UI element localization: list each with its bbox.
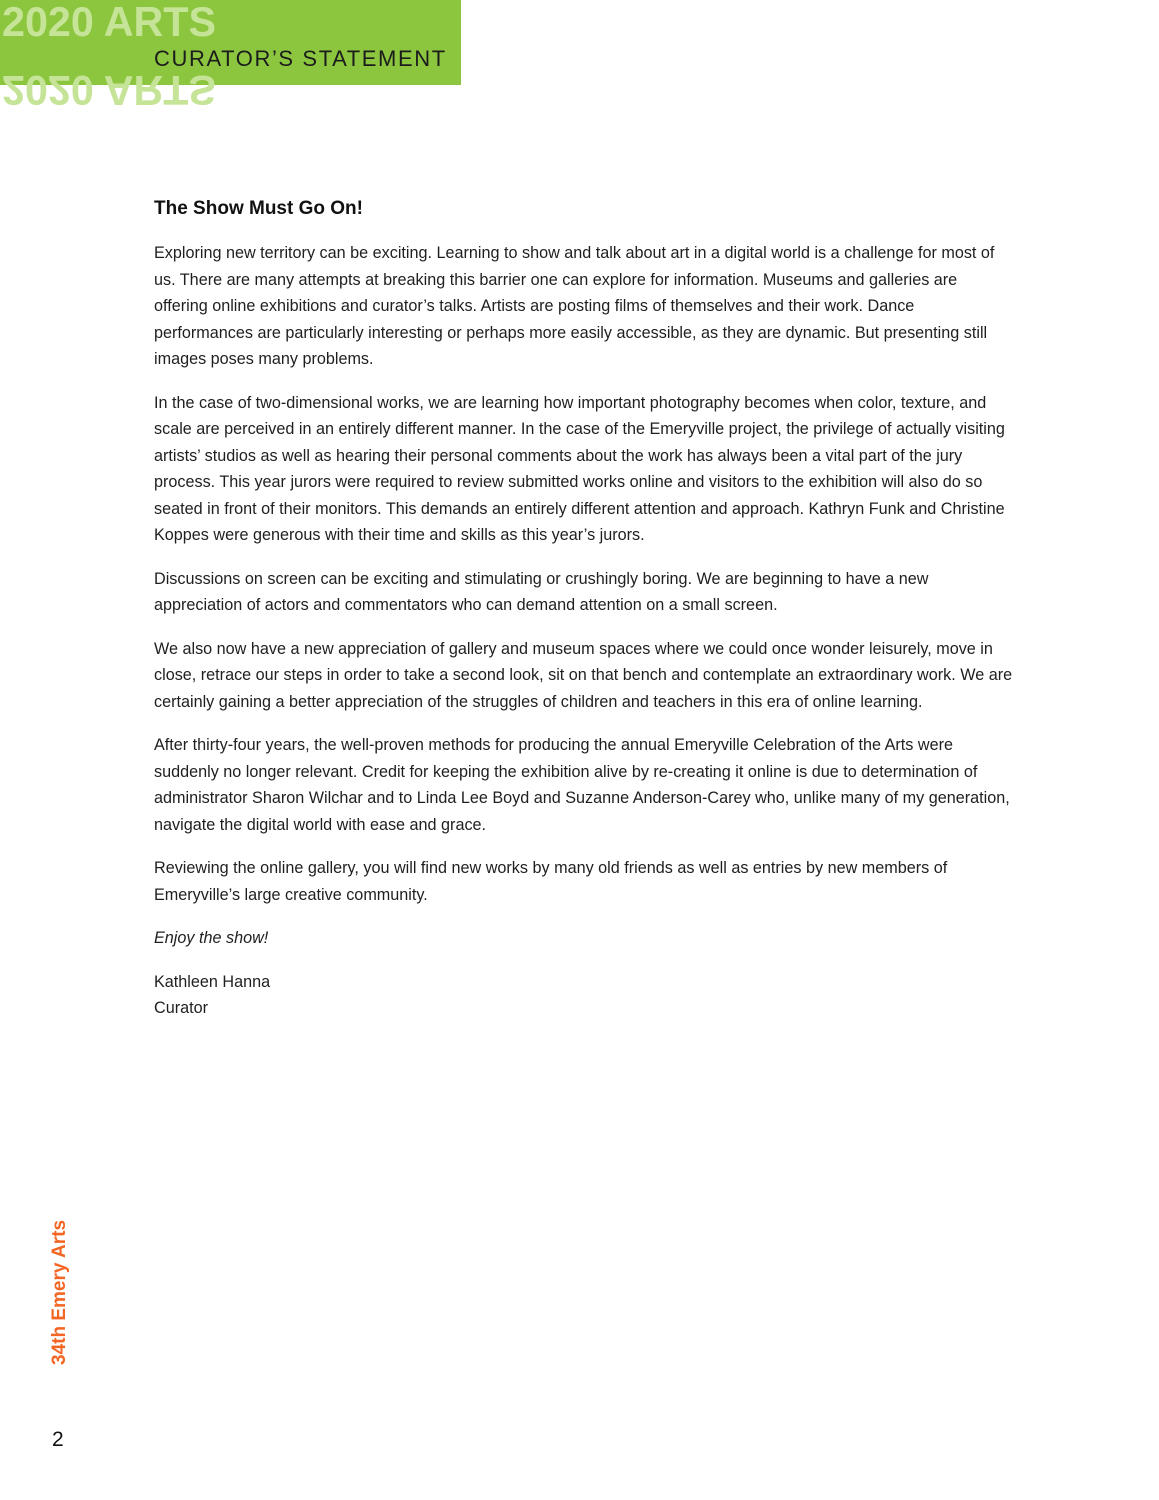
header-band	[0, 0, 461, 114]
closing-line: Enjoy the show!	[154, 929, 269, 947]
article	[154, 198, 1014, 1039]
section-title: CURATOR’S STATEMENT	[154, 46, 447, 71]
article-paragraph-6: Reviewing the online gallery, you will find new works by many old friends as well as entries by new members of Emeryville’s large creative community.	[154, 859, 948, 904]
article-paragraph-3: Discussions on screen can be exciting and stimulating or crushingly boring. We are beginning to have a new appreciation of actors and commentators who can demand attention on a small screen.	[154, 569, 929, 614]
article-paragraph-1: Exploring new territory can be exciting. Learning to show and talk about art in a digital world is a challenge for most of us. There are many attempts at breaking this barrier one can explore for information. Museums and galleries are offering online exhibitions and curator’s talks. Artists are posting films of themselves and their work. Dance performances are particularly interesting or perhaps more easily accessible, as they are dynamic. But presenting still images poses many problems.	[154, 244, 995, 368]
logo-text-lower: 2020 ARTS	[2, 67, 216, 114]
signature	[154, 969, 1014, 1022]
signature-role: Curator	[154, 999, 208, 1017]
article-paragraph-5: After thirty-four years, the well-proven methods for producing the annual Emeryville Celebration of the Arts were suddenly no longer relevant. Credit for keeping the exhibition alive by re-creating it online is due to determination of administrator Sharon Wilchar and to Linda Lee Boyd and Suzanne Anderson-Carey who, unlike many of my generation, navigate the digital world with ease and grace.	[154, 736, 1010, 834]
article-title: The Show Must Go On!	[154, 198, 363, 219]
article-paragraph-2: In the case of two-dimensional works, we are learning how important photography becomes when color, texture, and scale are perceived in an entirely different manner. In the case of the Emeryville project, the privilege of actually visiting artists’ studios as well as hearing their personal comments about the work has always been a vital part of the jury process. This year jurors were required to review submitted works online and visitors to the exhibition will also do so seated in front of their monitors. This demands an entirely different attention and approach. Kathryn Funk and Christine Koppes were generous with their time and skills as this year’s jurors.	[154, 393, 1005, 544]
logo-text-upper: 2020 ARTS	[2, 0, 216, 45]
article-paragraph-4: We also now have a new appreciation of gallery and museum spaces where we could once wonder leisurely, move in close, retrace our steps in order to take a second look, sit on that bench and contemplate an extraordinary work. We are certainly gaining a better appreciation of the struggles of children and teachers in this era of online learning.	[154, 639, 1013, 711]
arts-logo-mark	[0, 0, 230, 114]
page-number: 2	[52, 1428, 64, 1451]
signature-name: Kathleen Hanna	[154, 972, 271, 991]
edition-side-label: 34th Emery Arts	[49, 1219, 70, 1365]
